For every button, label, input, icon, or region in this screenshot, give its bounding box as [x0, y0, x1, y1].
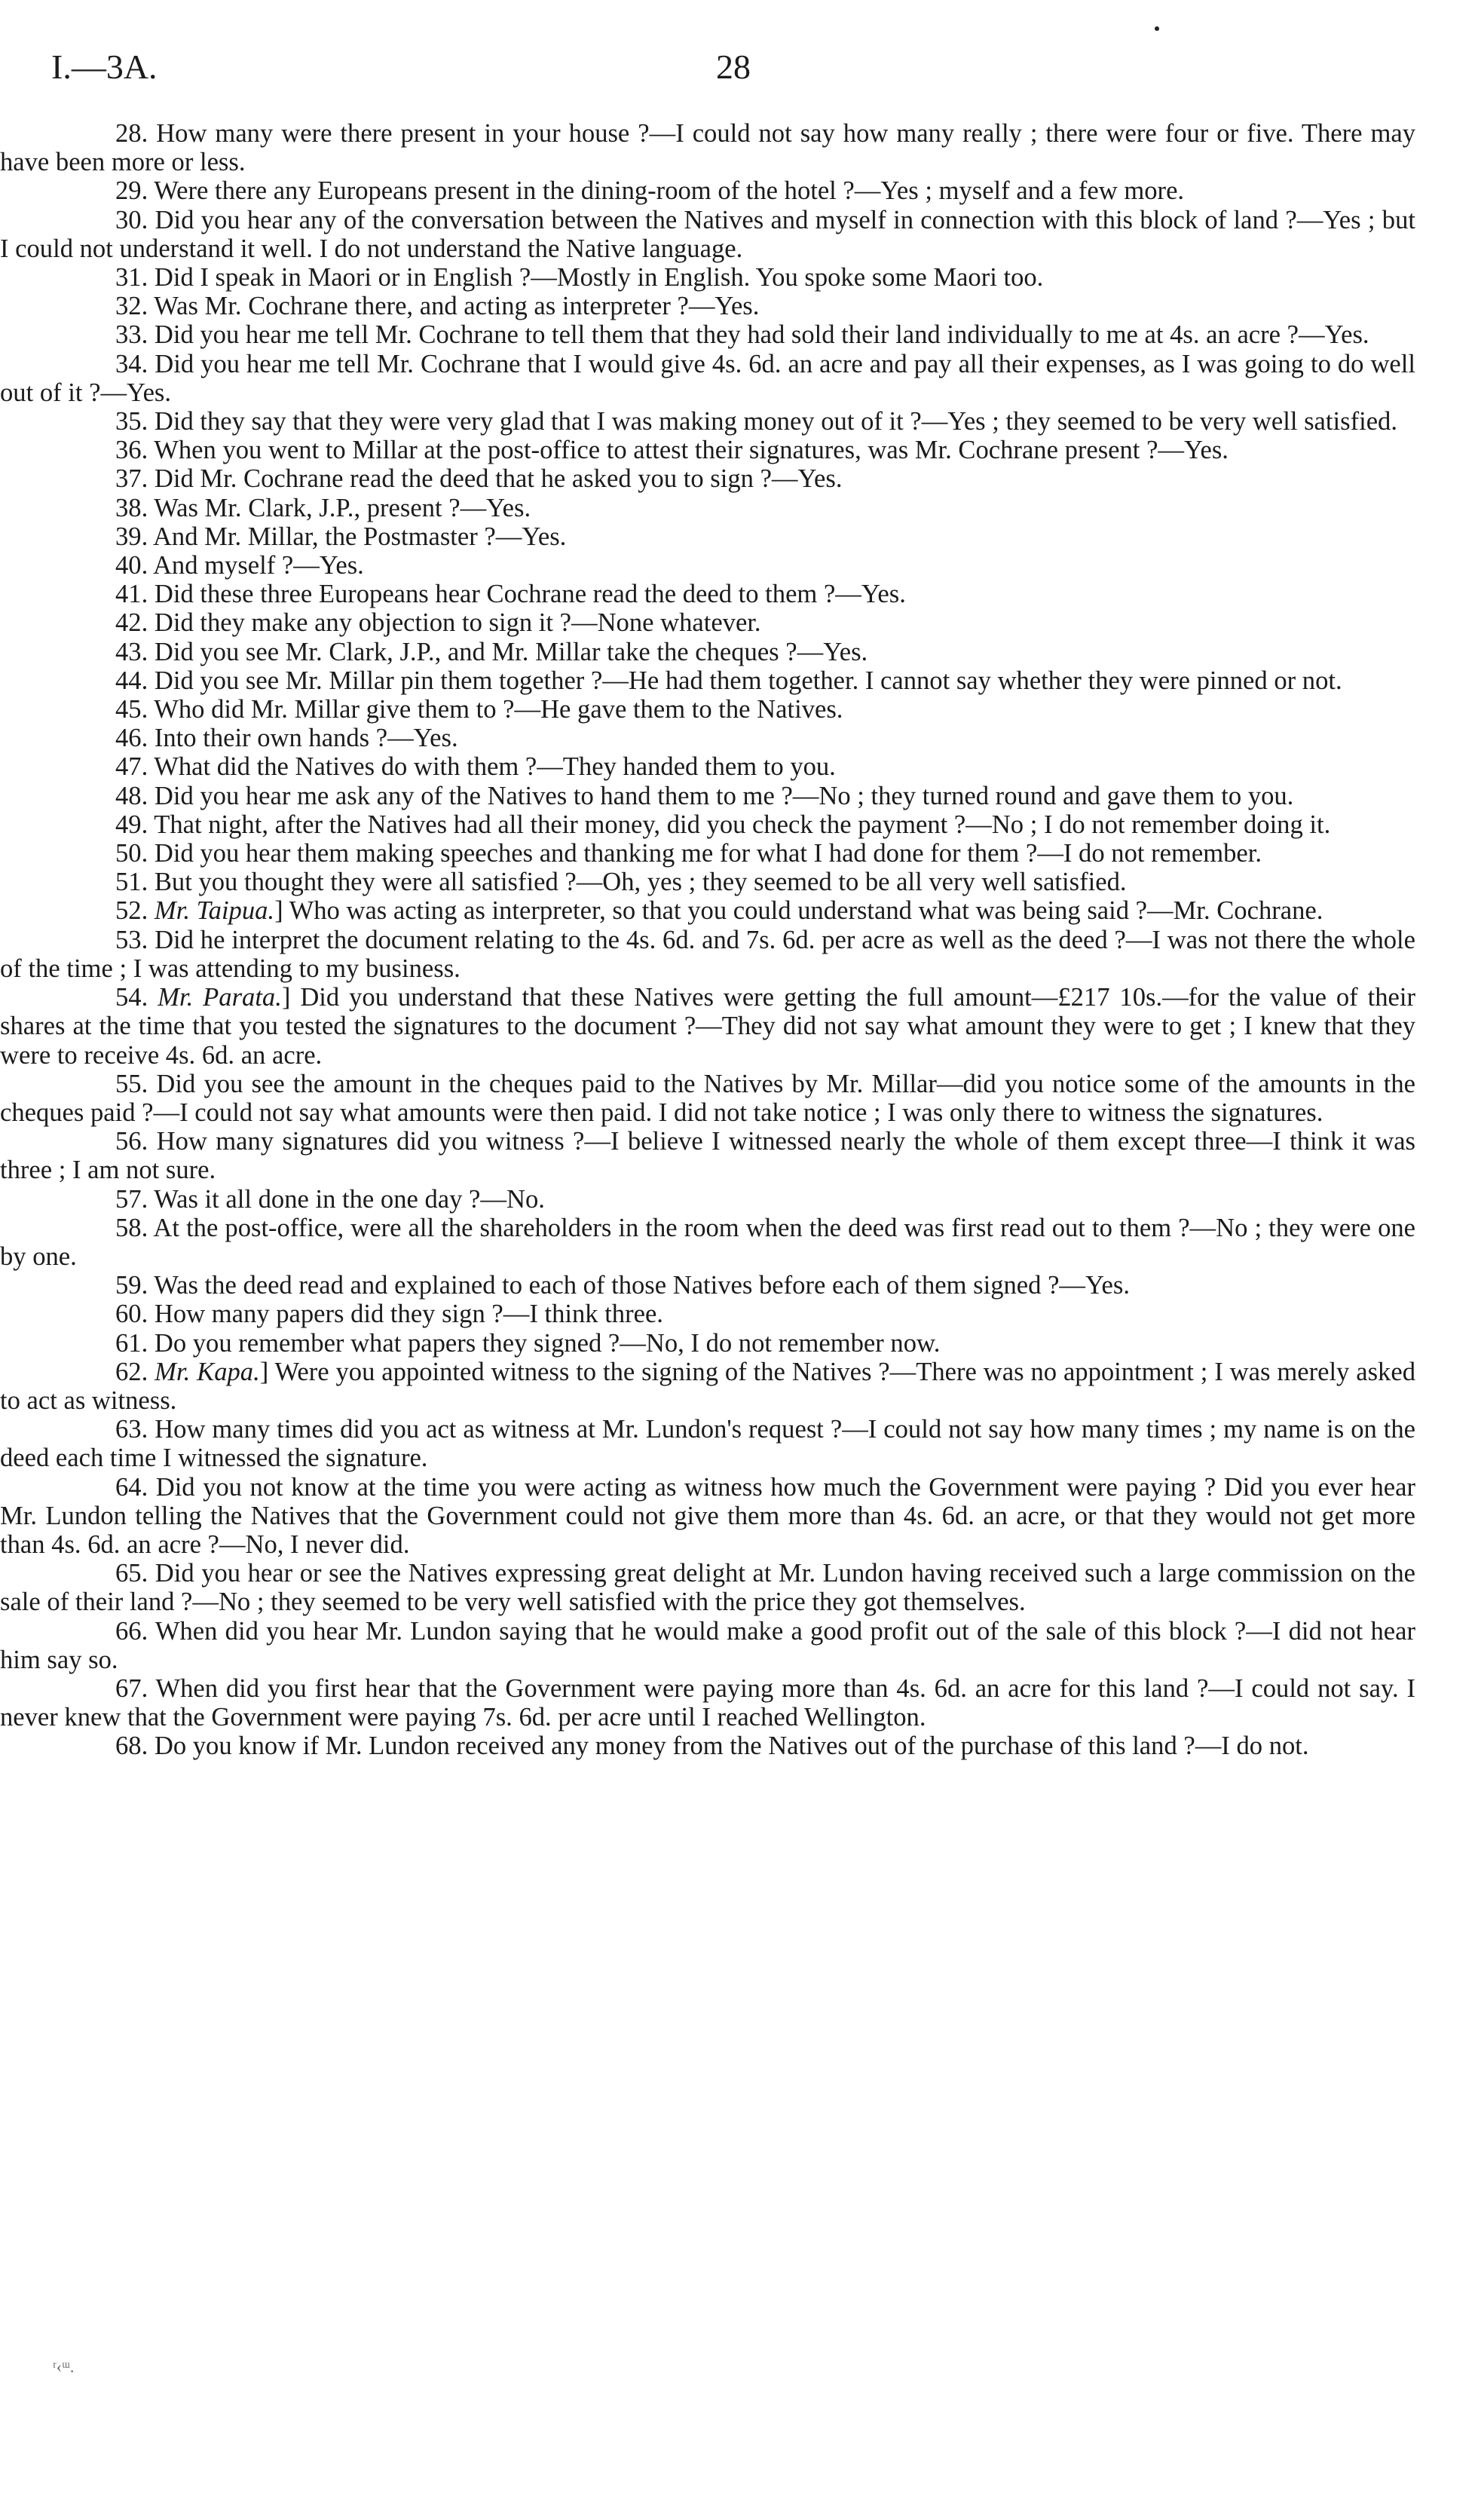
qa-paragraph: 66. When did you hear Mr. Lundon saying that he would make a good profit out of the sale of this block ?—I did not hear him say so.: [0, 1616, 1415, 1674]
qa-paragraph: 55. Did you see the amount in the cheques paid to the Natives by Mr. Millar—did you notice some of the amounts in the cheques paid ?—I could not say what amounts were then paid. I did not take notice ; I was only there to witness the signatures.: [0, 1069, 1415, 1127]
speaker-name: Mr. Taipua.: [154, 896, 275, 926]
qa-text: ] Who was acting as interpreter, so that you could understand what was being said ?—Mr. Cochrane.: [274, 896, 1323, 926]
qa-paragraph: 68. Do you know if Mr. Lundon received any money from the Natives out of the purchase of this land ?—I do not.: [115, 1732, 1309, 1761]
qa-paragraph: 34. Did you hear me tell Mr. Cochrane that I would give 4s. 6d. an acre and pay all their expenses, as I was going to do well out of it ?—Yes.: [0, 349, 1415, 407]
qa-paragraph: 49. That night, after the Natives had all their money, did you check the payment ?—No ; I do not remember doing it.: [115, 810, 1331, 839]
qa-paragraph: [0, 896, 1415, 925]
qa-paragraph: 37. Did Mr. Cochrane read the deed that he asked you to sign ?—Yes.: [115, 464, 843, 494]
qa-paragraph: 36. When you went to Millar at the post-office to attest their signatures, was Mr. Cochrane present ?—Yes.: [115, 436, 1229, 465]
qa-paragraph: 41. Did these three Europeans hear Cochrane read the deed to them ?—Yes.: [115, 580, 906, 609]
qa-paragraph: 57. Was it all done in the one day ?—No.: [115, 1184, 545, 1214]
qa-paragraph: 40. And myself ?—Yes.: [115, 551, 364, 580]
qa-paragraph: 47. What did the Natives do with them ?—They handed them to you.: [115, 752, 836, 782]
qa-paragraph: 33. Did you hear me tell Mr. Cochrane to tell them that they had sold their land individually to me at 4s. an acre ?—Yes.: [115, 320, 1369, 350]
qa-paragraph: 65. Did you hear or see the Natives expressing great delight at Mr. Lundon having received such a large commission on the sale of their land ?—No ; they seemed to be very well satisfied with the price they got themselves.: [0, 1559, 1415, 1617]
speaker-name: Mr. Parata.: [158, 983, 282, 1012]
document-reference: I.—3A.: [51, 47, 158, 86]
qa-paragraph: 39. And Mr. Millar, the Postmaster ?—Yes.: [115, 522, 567, 551]
question-number: 54.: [115, 983, 148, 1012]
qa-paragraph: 63. How many times did you act as witness at Mr. Lundon's request ?—I could not say how many times ; my name is on the deed each time I witnessed the signature.: [0, 1415, 1415, 1473]
qa-paragraph: 35. Did they say that they were very glad that I was making money out of it ?—Yes ; they seemed to be very well satisfied.: [115, 407, 1397, 436]
qa-paragraph: 56. How many signatures did you witness ?—I believe I witnessed nearly the whole of them except three—I think it was three ; I am not sure.: [0, 1127, 1415, 1185]
qa-paragraph: 61. Do you remember what papers they signed ?—No, I do not remember now.: [115, 1328, 941, 1358]
qa-paragraph: [0, 1358, 1415, 1415]
qa-paragraph: 45. Who did Mr. Millar give them to ?—He gave them to the Natives.: [115, 695, 843, 724]
margin-note: ʳ‹ᵚ.: [53, 2357, 75, 2376]
question-number: 52.: [115, 896, 148, 926]
qa-paragraph: 30. Did you hear any of the conversation between the Natives and myself in connection with this block of land ?—Yes ; but I could not understand it well. I do not understand the Native language.: [0, 205, 1415, 263]
qa-paragraph: 59. Was the deed read and explained to each of those Natives before each of them signed ?—Yes.: [115, 1271, 1130, 1300]
specks: [1155, 26, 1159, 31]
page-header: [51, 47, 1415, 92]
page-number: 28: [716, 47, 751, 86]
qa-paragraph: 42. Did they make any objection to sign it ?—None whatever.: [115, 608, 761, 638]
qa-paragraph: 31. Did I speak in Maori or in English ?—Mostly in English. You spoke some Maori too.: [115, 263, 1044, 292]
qa-paragraph: 43. Did you see Mr. Clark, J.P., and Mr. Millar take the cheques ?—Yes.: [115, 637, 868, 666]
qa-paragraph: 29. Were there any Europeans present in the dining-room of the hotel ?—Yes ; myself and a few more.: [115, 176, 1185, 206]
qa-text: ] Were you appointed witness to the signing of the Natives ?—There was no appointment ; I was merely asked to act as witness.: [0, 1357, 1415, 1415]
qa-paragraph: 58. At the post-office, were all the shareholders in the room when the deed was first read out to them ?—No ; they were one by one.: [0, 1213, 1415, 1271]
testimony-body: [0, 119, 1415, 1761]
qa-text: ] Did you understand that these Natives were getting the full amount—£217 10s.—for the value of their shares at the time that you tested the signatures to the document ?—They did not say what amount they were to get ; I knew that they were to receive 4s. 6d. an acre.: [0, 983, 1415, 1070]
qa-paragraph: 28. How many were there present in your house ?—I could not say how many really ; there were four or five. There may have been more or less.: [0, 119, 1415, 177]
qa-paragraph: [0, 983, 1415, 1070]
qa-paragraph: 67. When did you first hear that the Government were paying more than 4s. 6d. an acre for this land ?—I could not say. I never knew that the Government were paying 7s. 6d. per acre until I reached Wellington.: [0, 1673, 1415, 1732]
qa-paragraph: 44. Did you see Mr. Millar pin them together ?—He had them together. I cannot say whether they were pinned or not.: [115, 666, 1342, 695]
qa-paragraph: 32. Was Mr. Cochrane there, and acting as interpreter ?—Yes.: [115, 292, 760, 321]
qa-paragraph: 64. Did you not know at the time you were acting as witness how much the Government were paying ? Did you ever hear Mr. Lundon telling the Natives that the Government could not give them more than 4s. 6d. an acre, or that they would not get more than 4s. 6d. an acre ?—No, I never did.: [0, 1472, 1415, 1559]
qa-paragraph: 60. How many papers did they sign ?—I think three.: [115, 1300, 663, 1329]
qa-paragraph: 48. Did you hear me ask any of the Natives to hand them to me ?—No ; they turned round and gave them to you.: [115, 781, 1294, 810]
qa-paragraph: 51. But you thought they were all satisfied ?—Oh, yes ; they seemed to be all very well satisfied.: [115, 868, 1127, 897]
question-number: 62.: [115, 1357, 148, 1386]
qa-paragraph: 53. Did he interpret the document relating to the 4s. 6d. and 7s. 6d. per acre as well as the deed ?—I was not there the whole of the time ; I was attending to my business.: [0, 925, 1415, 983]
qa-paragraph: 46. Into their own hands ?—Yes.: [115, 724, 458, 753]
qa-paragraph: 50. Did you hear them making speeches and thanking me for what I had done for them ?—I do not remember.: [115, 839, 1262, 868]
speaker-name: Mr. Kapa.: [155, 1357, 260, 1386]
qa-paragraph: 38. Was Mr. Clark, J.P., present ?—Yes.: [115, 493, 531, 522]
